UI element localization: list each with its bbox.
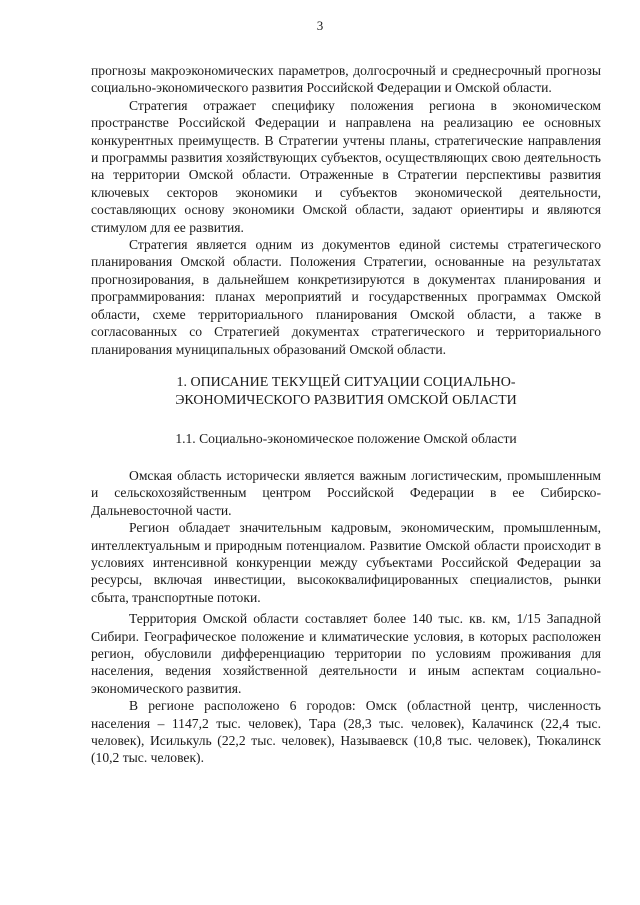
paragraph-territory: Территория Омской области составляет более 140 тыс. кв. км, 1/15 Западной Сибири. Географическое положение и климатические условия, в которых расположен регион, обусловили дифференциацию территории по условиям проживания для населения, ведения хозяйственной деятельности и иным аспектам социально-экономического развития. — [91, 611, 601, 696]
paragraph-region-potential: Регион обладает значительным кадровым, экономическим, промышленным, интеллектуальным и природным потенциалом. Развитие Омской области происходит в условиях интенсивной конкуренции между субъектами Российской Федерации за ресурсы, включая инвестиции, высококвалифицированных специалистов, рынки сбыта, транспортные потоки. — [91, 520, 601, 605]
paragraph-strategy-specifics: Стратегия отражает специфику положения региона в экономическом пространстве Российской Федерации и направлена на реализацию ее основных конкурентных преимуществ. В Стратегии учтены планы, стратегические направления и программы развития хозяйствующих субъектов, осуществляющих свою деятельность на территории Омской области. Отраженные в Стратегии перспективы развития ключевых секторов экономики и субъектов экономической деятельности, составляющих основу экономики Омской области, задают ориентиры и являются стимулом для ее развития. — [91, 97, 601, 235]
page-number: 3 — [316, 18, 324, 33]
page-content — [91, 62, 601, 767]
paragraph-cities: В регионе расположено 6 городов: Омск (областной центр, численность населения – 1147,2 тыс. человек), Тара (28,3 тыс. человек), Калачинск (22,4 тыс. человек), Исилькуль (22,2 тыс. человек), Называевск (10,8 тыс. человек), Тюкалинск (10,2 тыс. человек). — [91, 698, 601, 766]
paragraph-historical-role: Омская область исторически является важным логистическим, промышленным и сельскохозяйственным центром Российской Федерации в ее Сибирско-Дальневосточной части. — [91, 467, 601, 518]
paragraph-continuation: прогнозы макроэкономических параметров, долгосрочный и среднесрочный прогнозы социально-экономического развития Российской Федерации и Омской области. — [91, 63, 601, 96]
subsection-title: 1.1. Социально-экономическое положение Омской области — [175, 430, 517, 446]
paragraph-strategy-system: Стратегия является одним из документов единой системы стратегического планирования Омской области. Положения Стратегии, основанные на результатах прогнозирования, в дальнейшем конкретизируются в документах планирования и программирования: планах мероприятий и государственных программах Омской области, схеме территориального планирования Омской области, а также в согласованных со Стратегией документах стратегического и территориального планирования муниципальных образований Омской области. — [91, 237, 601, 357]
section-title: 1. ОПИСАНИЕ ТЕКУЩЕЙ СИТУАЦИИ СОЦИАЛЬНО-ЭКОНОМИЧЕСКОГО РАЗВИТИЯ ОМСКОЙ ОБЛАСТИ — [175, 374, 517, 408]
